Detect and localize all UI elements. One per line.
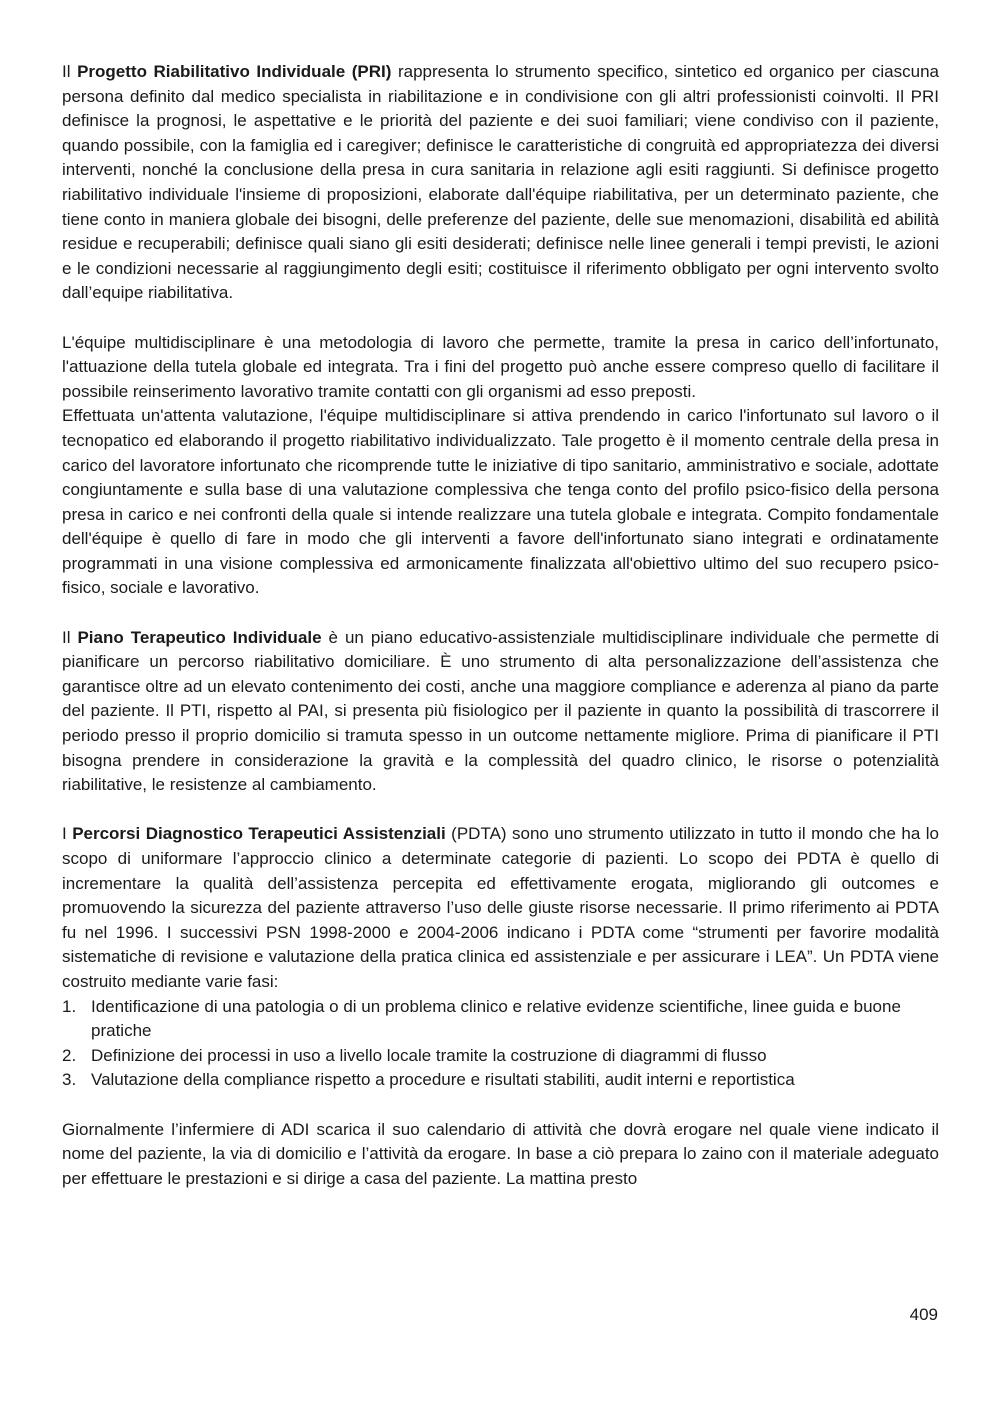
list-item bbox=[62, 995, 939, 1044]
page-body bbox=[62, 60, 939, 1191]
pdta-term: Percorsi Diagnostico Terapeutici Assistenziali bbox=[72, 824, 446, 844]
pri-text: rappresenta lo strumento specifico, sintetico ed organico per ciascuna persona definito dal medico specialista in riabilitazione e in condivisione con gli altri professionisti coinvolti. Il PRI definisce la prognosi, le aspettative e le priorità del paziente e dei suoi familiari; viene condiviso con il paziente, quando possibile, con la famiglia ed i caregiver; definisce le caratteristiche di congruità ed appropriatezza dei diversi interventi, nonché la conclusione della presa in cura sanitaria in relazione agli esiti raggiunti. Si definisce progetto riabilitativo individuale l'insieme di proposizioni, elaborate dall'équipe riabilitativa, per un determinato paziente, che tiene conto in maniera globale dei bisogni, delle preferenze del paziente, delle sue menomazioni, disabilità ed abilità residue e recuperabili; definisce quali siano gli esiti desiderati; definisce nelle linee generali i tempi previsti, le azioni e le condizioni necessarie al raggiungimento degli esiti; costituisce il riferimento obbligato per ogni intervento svolto dall’equipe riabilitativa. bbox=[62, 62, 939, 303]
list-item-text: Identificazione di una patologia o di un problema clinico e relative evidenze scientifiche, linee guida e buone pratiche bbox=[91, 996, 901, 1041]
pti-text: è un piano educativo-assistenziale multidisciplinare individuale che permette di pianificare un percorso riabilitativo domiciliare. È uno strumento di alta personalizzazione dell’assistenza che garantisce oltre ad un elevato contenimento dei costi, anche una maggiore compliance e aderenza al piano da parte del paziente. Il PTI, rispetto al PAI, si presenta più fisiologico per il paziente in quanto la possibilità di trascorrere il periodo presso il proprio domicilio si tramuta spesso in un outcome nettamente migliore. Prima di pianificare il PTI bisogna prendere in considerazione la gravità e la complessità del quadro clinico, le risorse o potenzialità riabilitative, le resistenze al cambiamento. bbox=[62, 627, 939, 795]
pri-paragraph bbox=[62, 60, 939, 306]
pdta-text: (PDTA) sono uno strumento utilizzato in tutto il mondo che ha lo scopo di uniformare l’approccio clinico a determinate categorie di pazienti. Lo scopo dei PDTA è quello di incrementare la qualità dell’assistenza percepita ed effettivamente erogata, migliorando gli outcomes e promuovendo la sicurezza del paziente attraverso l’uso delle giuste risorse necessarie. Il primo riferimento ai PDTA fu nel 1996. I successivi PSN 1998-2000 e 2004-2006 indicano i PDTA come “strumenti per favorire modalità sistematiche di revisione e valutazione della pratica clinica ed assistenziale e per assicurare i LEA”. Un PDTA viene costruito mediante varie fasi: bbox=[62, 824, 939, 991]
pdta-paragraph bbox=[62, 822, 939, 994]
list-item-text: Valutazione della compliance rispetto a procedure e risultati stabiliti, audit interni e reportistica bbox=[91, 1070, 795, 1090]
equipe-paragraph-1: L'équipe multidisciplinare è una metodologia di lavoro che permette, tramite la presa in carico dell’infortunato, l'attuazione della tutela globale ed integrata. Tra i fini del progetto può anche essere compreso quello di facilitare il possibile reinserimento lavorativo tramite contatti con gli organismi ad esso preposti. bbox=[62, 332, 939, 401]
paragraph-gap bbox=[62, 1093, 939, 1118]
adi-paragraph: Giornalmente l’infermiere di ADI scarica il suo calendario di attività che dovrà erogare nel quale viene indicato il nome del paziente, la via di domicilio e l’attività da erogare. In base a ciò prepara lo zaino con il materiale adeguato per effettuare le prestazioni e si dirige a casa del paziente. La mattina presto bbox=[62, 1119, 939, 1188]
pri-term: Progetto Riabilitativo Individuale (PRI) bbox=[77, 62, 392, 81]
pti-paragraph bbox=[62, 626, 939, 798]
pri-intro: Il bbox=[62, 62, 78, 81]
paragraph-gap bbox=[62, 798, 939, 823]
pti-term: Piano Terapeutico Individuale bbox=[77, 627, 322, 647]
page-number: 409 bbox=[909, 1305, 938, 1324]
list-item-text: Definizione dei processi in uso a livello locale tramite la costruzione di diagrammi di flusso bbox=[91, 1045, 767, 1065]
paragraph-gap bbox=[62, 306, 939, 331]
equipe-paragraph-2: Effettuata un'attenta valutazione, l'équipe multidisciplinare si attiva prendendo in carico l'infortunato sul lavoro o il tecnopatico ed elaborando il progetto riabilitativo individualizzato. Tale progetto è il momento centrale della presa in carico del lavoratore infortunato che ricomprende tutte le iniziative di tipo sanitario, amministrativo e sociale, adottate congiuntamente e sulla base di una valutazione complessiva che tenga conto del profilo psico-fisico della persona presa in carico e nei confronti della quale si intende realizzare una tutela globale e integrata. Compito fondamentale dell'équipe è quello di fare in modo che gli interventi a favore dell'infortunato siano integrati e ordinatamente programmati in una visione complessiva ed armonicamente finalizzata all'obiettivo ultimo del suo recupero psico-fisico, sociale e lavorativo. bbox=[62, 406, 939, 598]
paragraph-gap bbox=[62, 601, 939, 626]
list-item-number: 1. bbox=[62, 996, 77, 1016]
list-item-number: 2. bbox=[62, 1045, 77, 1065]
list-item bbox=[62, 1044, 939, 1069]
list-item bbox=[62, 1068, 939, 1093]
list-item-number: 3. bbox=[62, 1070, 77, 1090]
pti-intro: Il bbox=[62, 627, 78, 647]
pdta-steps-list bbox=[62, 995, 939, 1093]
pdta-intro: I bbox=[62, 824, 73, 844]
